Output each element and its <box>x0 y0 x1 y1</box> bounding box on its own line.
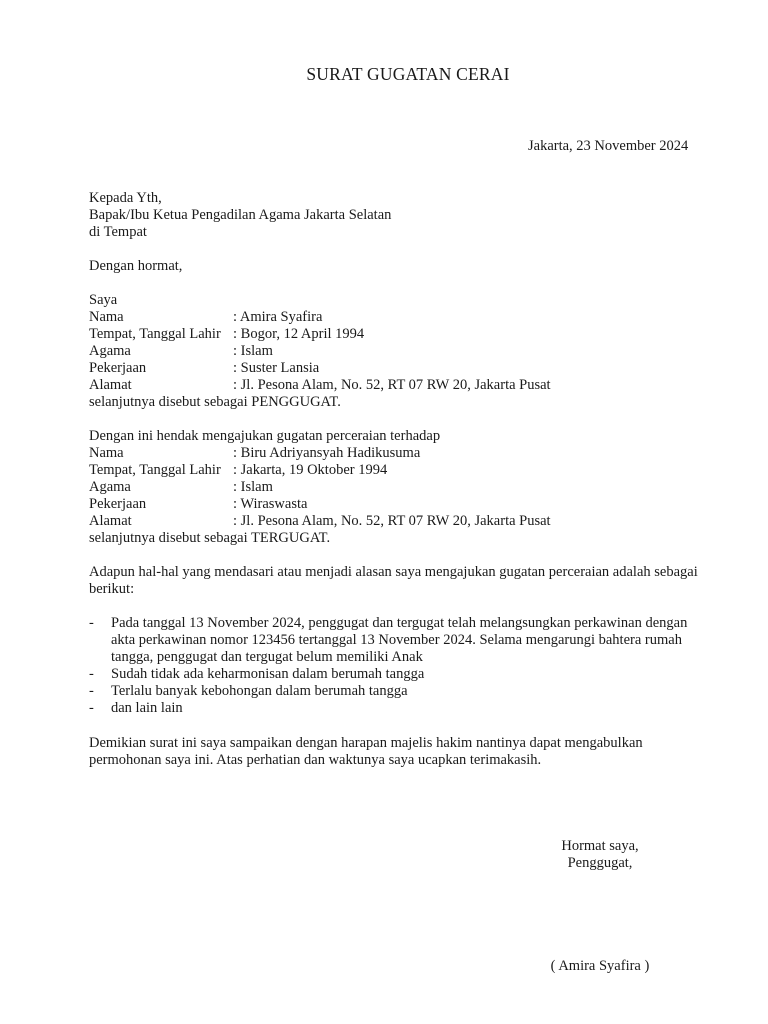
reasons-intro: Adapun hal-hal yang mendasari atau menjadi alasan saya mengajukan gugatan perceraian adalah sebagai berikut: <box>89 564 698 597</box>
signature-role: Penggugat, <box>567 855 633 871</box>
defendant-field-name <box>89 445 689 462</box>
greeting: Dengan hormat, <box>89 258 183 274</box>
field-label: Nama <box>89 445 124 461</box>
field-value: : Islam <box>233 343 273 359</box>
list-item <box>89 615 709 666</box>
defendant-field-occupation <box>89 496 689 513</box>
list-item <box>89 666 709 683</box>
list-dash: - <box>89 615 94 631</box>
defendant-intro: Dengan ini hendak mengajukan gugatan perceraian terhadap <box>89 428 441 444</box>
plaintiff-field-address <box>89 377 689 394</box>
field-label: Pekerjaan <box>89 496 147 512</box>
plaintiff-field-religion <box>89 343 689 360</box>
field-label: Alamat <box>89 377 132 393</box>
recipient-line-1: Kepada Yth, <box>89 190 162 206</box>
signature-regards: Hormat saya, <box>561 838 639 854</box>
plaintiff-closing: selanjutnya disebut sebagai PENGGUGAT. <box>89 394 341 410</box>
list-dash: - <box>89 700 94 716</box>
closing-paragraph: Demikian surat ini saya sampaikan dengan harapan majelis hakim nantinya dapat mengabulkan permohonan saya ini. Atas perhatian dan waktunya saya ucapkan terimakasih. <box>89 735 643 768</box>
defendant-field-religion <box>89 479 689 496</box>
recipient-line-3: di Tempat <box>89 224 147 240</box>
field-label: Tempat, Tanggal Lahir <box>89 326 221 342</box>
field-label: Alamat <box>89 513 132 529</box>
field-value: : Jakarta, 19 Oktober 1994 <box>233 462 388 478</box>
field-value: : Amira Syafira <box>233 309 323 325</box>
recipient-line-2: Bapak/Ibu Ketua Pengadilan Agama Jakarta Selatan <box>89 207 392 223</box>
defendant-field-address <box>89 513 689 530</box>
plaintiff-field-name <box>89 309 689 326</box>
letter-title: SURAT GUGATAN CERAI <box>306 64 510 84</box>
plaintiff-block <box>89 292 689 411</box>
field-value: : Jl. Pesona Alam, No. 52, RT 07 RW 20, Jakarta Pusat <box>233 513 551 529</box>
field-label: Nama <box>89 309 124 325</box>
plaintiff-intro: Saya <box>89 292 118 308</box>
reasons-list <box>89 615 709 717</box>
field-value: : Jl. Pesona Alam, No. 52, RT 07 RW 20, Jakarta Pusat <box>233 377 551 393</box>
list-item-text: Pada tanggal 13 November 2024, penggugat dan tergugat telah melangsungkan perkawinan dengan akta perkawinan nomor 123456 tertanggal 13 November 2024. Selama mengarungi bahtera rumah tangga, penggugat dan tergugat belum memiliki Anak <box>111 615 688 665</box>
field-value: : Bogor, 12 April 1994 <box>233 326 365 342</box>
field-value: : Islam <box>233 479 273 495</box>
list-item <box>89 683 709 700</box>
defendant-closing: selanjutnya disebut sebagai TERGUGAT. <box>89 530 331 546</box>
list-dash: - <box>89 683 94 699</box>
list-item <box>89 700 709 717</box>
letter-date: Jakarta, 23 November 2024 <box>528 138 689 154</box>
plaintiff-field-occupation <box>89 360 689 377</box>
field-label: Tempat, Tanggal Lahir <box>89 462 221 478</box>
field-value: : Suster Lansia <box>233 360 320 376</box>
list-item-text: dan lain lain <box>111 700 183 716</box>
list-dash: - <box>89 666 94 682</box>
list-item-text: Terlalu banyak kebohongan dalam berumah tangga <box>111 683 408 699</box>
list-item-text: Sudah tidak ada keharmonisan dalam berumah tangga <box>111 666 425 682</box>
field-label: Agama <box>89 343 131 359</box>
field-label: Pekerjaan <box>89 360 147 376</box>
defendant-field-birth <box>89 462 689 479</box>
plaintiff-field-birth <box>89 326 689 343</box>
field-value: : Biru Adriyansyah Hadikusuma <box>233 445 421 461</box>
defendant-block <box>89 428 689 547</box>
field-value: : Wiraswasta <box>233 496 308 512</box>
recipient-block <box>89 190 391 241</box>
field-label: Agama <box>89 479 131 495</box>
signature-name: ( Amira Syafira ) <box>550 958 650 974</box>
